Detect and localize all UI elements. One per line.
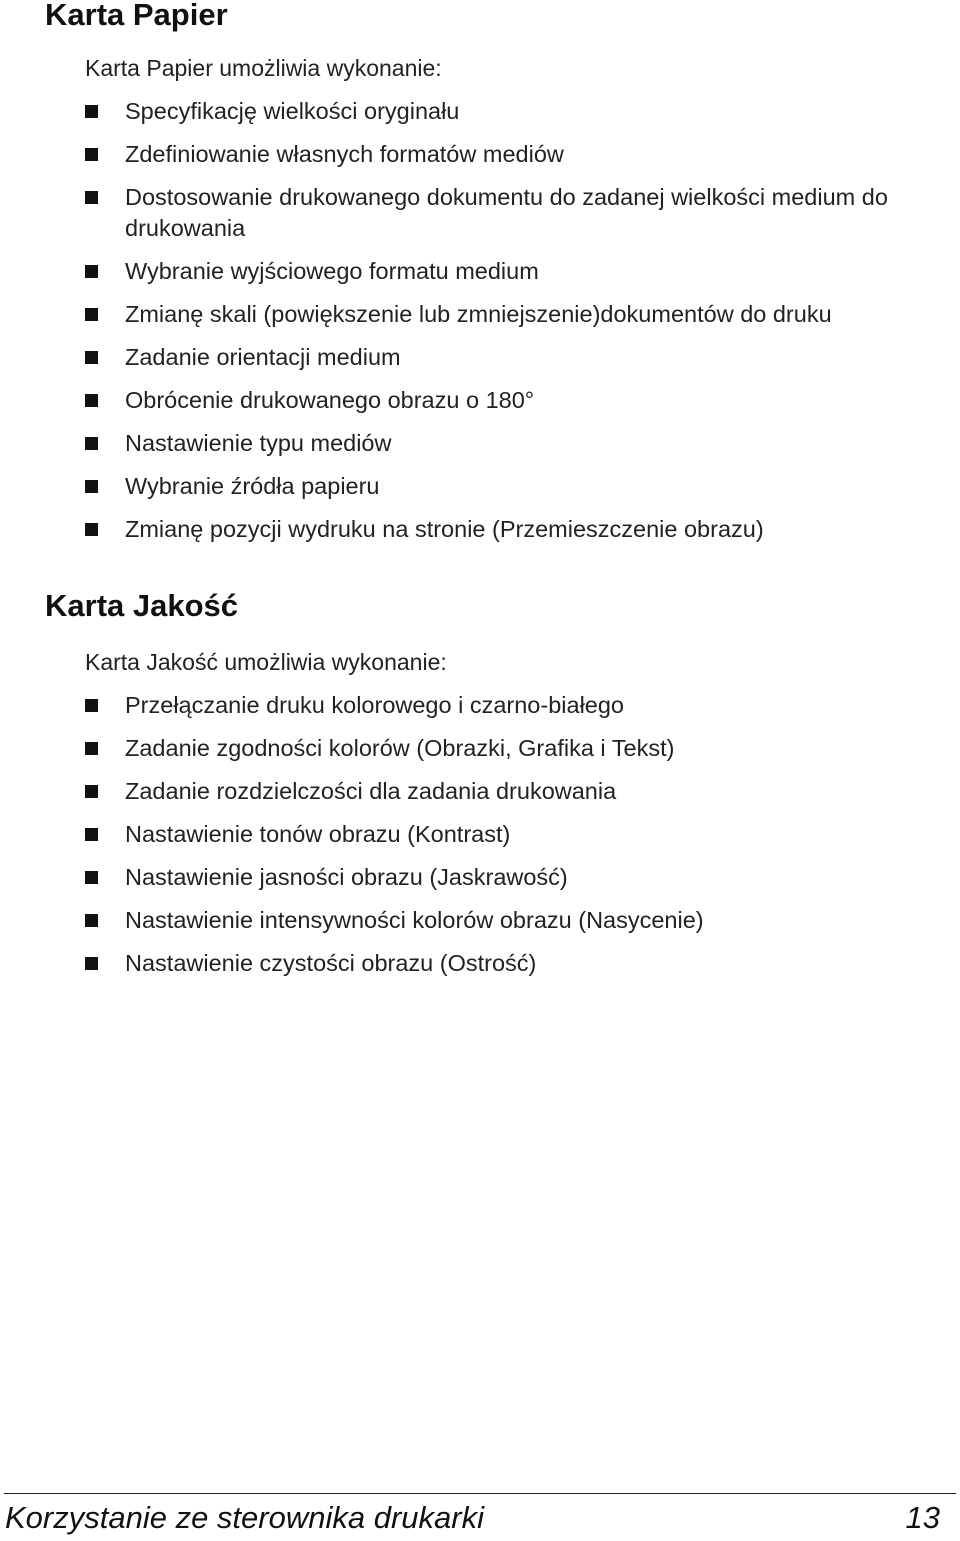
list-item	[0, 514, 960, 545]
list-item-text: Zmianę pozycji wydruku na stronie (Przemieszczenie obrazu)	[125, 516, 764, 542]
list-item	[0, 733, 960, 764]
square-bullet-icon	[85, 437, 98, 450]
list-item	[0, 299, 960, 330]
section-heading: Karta Papier	[45, 0, 228, 32]
footer-title: Korzystanie ze sterownika drukarki	[5, 1500, 484, 1535]
list-item	[0, 139, 960, 170]
list-item	[0, 342, 960, 373]
list-item	[0, 428, 960, 459]
list-item-text: Nastawienie tonów obrazu (Kontrast)	[125, 821, 511, 847]
list-item	[0, 948, 960, 979]
footer-divider	[4, 1493, 956, 1494]
square-bullet-icon	[85, 394, 98, 407]
square-bullet-icon	[85, 957, 98, 970]
list-item-text: Nastawienie typu mediów	[125, 430, 392, 456]
list-item	[0, 471, 960, 502]
list-item-text: Zadanie orientacji medium	[125, 344, 401, 370]
list-item	[0, 905, 960, 936]
list-item-text: Nastawienie jasności obrazu (Jaskrawość)	[125, 864, 568, 890]
list-item-text: Wybranie wyjściowego formatu medium	[125, 258, 539, 284]
section-heading: Karta Jakość	[45, 588, 239, 623]
square-bullet-icon	[85, 480, 98, 493]
list-item	[0, 862, 960, 893]
square-bullet-icon	[85, 148, 98, 161]
section-intro: Karta Jakość umożliwia wykonanie:	[85, 649, 447, 675]
list-item-text: Zdefiniowanie własnych formatów mediów	[125, 141, 564, 167]
list-item	[0, 690, 960, 721]
square-bullet-icon	[85, 785, 98, 798]
square-bullet-icon	[85, 699, 98, 712]
square-bullet-icon	[85, 828, 98, 841]
list-item-text: Dostosowanie drukowanego dokumentu do zadanej wielkości medium do drukowania	[125, 184, 888, 241]
square-bullet-icon	[85, 191, 98, 204]
bullet-list	[0, 690, 960, 991]
list-item	[0, 96, 960, 127]
list-item	[0, 385, 960, 416]
square-bullet-icon	[85, 105, 98, 118]
list-item	[0, 182, 960, 244]
square-bullet-icon	[85, 265, 98, 278]
square-bullet-icon	[85, 742, 98, 755]
list-item-text: Specyfikację wielkości oryginału	[125, 98, 460, 124]
square-bullet-icon	[85, 308, 98, 321]
list-item-text: Zadanie zgodności kolorów (Obrazki, Grafika i Tekst)	[125, 735, 675, 761]
bullet-list	[0, 96, 960, 557]
square-bullet-icon	[85, 871, 98, 884]
square-bullet-icon	[85, 351, 98, 364]
list-item	[0, 819, 960, 850]
page-number: 13	[905, 1500, 940, 1535]
list-item-text: Przełączanie druku kolorowego i czarno-białego	[125, 692, 624, 718]
square-bullet-icon	[85, 914, 98, 927]
square-bullet-icon	[85, 523, 98, 536]
list-item-text: Zmianę skali (powiększenie lub zmniejszenie)dokumentów do druku	[125, 301, 832, 327]
list-item-text: Nastawienie intensywności kolorów obrazu (Nasycenie)	[125, 907, 704, 933]
list-item-text: Zadanie rozdzielczości dla zadania drukowania	[125, 778, 617, 804]
list-item	[0, 776, 960, 807]
list-item-text: Wybranie źródła papieru	[125, 473, 380, 499]
section-intro: Karta Papier umożliwia wykonanie:	[85, 55, 442, 81]
list-item-text: Nastawienie czystości obrazu (Ostrość)	[125, 950, 537, 976]
list-item	[0, 256, 960, 287]
list-item-text: Obrócenie drukowanego obrazu o 180°	[125, 387, 535, 413]
